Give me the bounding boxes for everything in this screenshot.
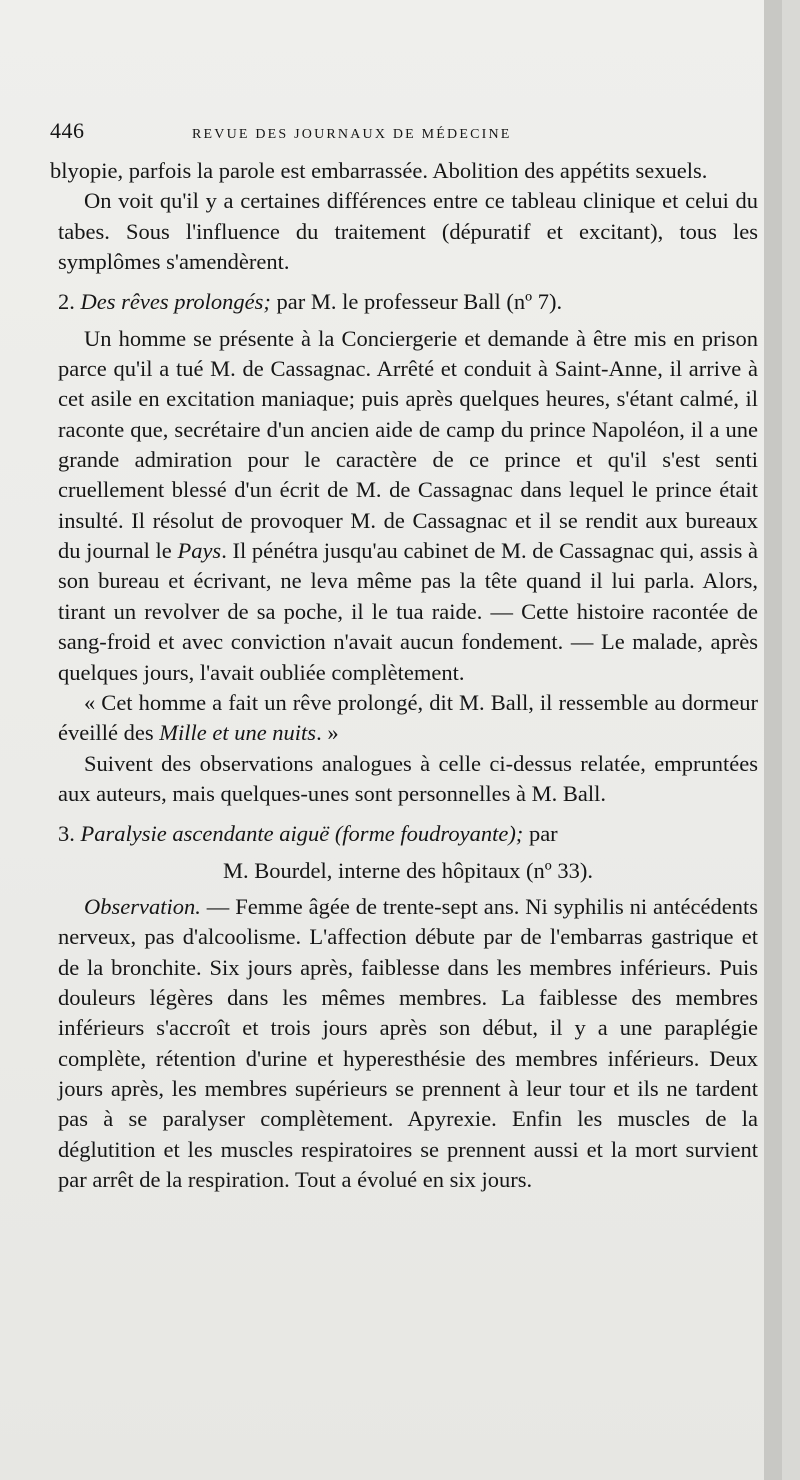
section-2-title: Des rêves prolongés; <box>80 289 271 315</box>
page-number: 446 <box>50 118 85 143</box>
section-3-number: 3. <box>58 821 75 847</box>
paragraph-3-journal-title: Pays <box>177 538 222 564</box>
section-3-byline: M. Bourdel, interne des hôpitaux (nº 33). <box>222 857 594 883</box>
section-3-subtitle: (forme foudroyante); <box>334 821 524 847</box>
paragraph-4-book-title: Mille et une nuits <box>159 720 317 746</box>
page-header <box>50 118 750 148</box>
paragraph-4-text-end: . » <box>316 720 339 746</box>
section-2-number: 2. <box>58 289 75 315</box>
section-2-heading <box>58 287 758 317</box>
paragraph-2: On voit qu'il y a certaines différences entre ce tableau clinique et celui du tabes. Sous l'influence du traitement (dépuratif et excitant), tous les symplômes s'amendèrent. <box>58 188 758 275</box>
section-3-title: Paralysie ascendante aiguë <box>80 821 330 847</box>
section-2-byline: par M. le professeur Ball (nº 7). <box>276 289 563 315</box>
section-3-heading <box>58 819 758 849</box>
paragraph-6 <box>58 892 758 1195</box>
article-text <box>50 156 758 1195</box>
paragraph-3-text-start: Un homme se présente à la Conciergerie et demande à être mis en prison parce qu'il a tué M. de Cassagnac. Arrêté et conduit à Saint-Anne, il arrive à cet asile en excitation maniaque; puis après quelques heures, s'étant calmé, il raconte que, secrétaire d'un ancien aide de camp du prince Napoléon, il a une grande admiration pour le caractère de ce prince et qu'il s'est senti cruellement blessé d'un écrit de M. de Cassagnac dans lequel le prince était insulté. Il résolut de provoquer M. de Cassagnac et il se rendit aux bureaux du journal le <box>58 325 758 564</box>
page-edge <box>764 0 782 1480</box>
paragraph-6-text: — Femme âgée de trente-sept ans. Ni syphilis ni antécédents nerveux, pas d'alcoolisme. L'affection débute par de l'embarras gastrique et de la bronchite. Six jours après, faiblesse dans les membres inférieurs. Puis douleurs légères dans les mêmes membres. La faiblesse des membres inférieurs s'accroît et trois jours après son début, il y a une paraplégie complète, rétention d'urine et hyperesthésie des membres inférieurs. Deux jours après, les membres supérieurs se prennent à leur tour et ils ne tardent pas à se paralyser complètement. Apyrexie. Enfin les muscles de la déglutition et les muscles respiratoires se prennent aussi et la mort survient par arrêt de la respiration. Tout a évolué en six jours. <box>58 893 758 1192</box>
paragraph-4-text-start: « Cet homme a fait un rêve prolongé, dit M. Ball, il ressemble au dormeur éveillé des <box>58 689 758 746</box>
paragraph-3-text-end: . Il pénétra jusqu'au cabinet de M. de Cassagnac qui, assis à son bureau et écrivant, ne leva même pas la tête quand il lui parla. Alors, tirant un revolver de sa poche, il le tua raide. — Cette histoire racontée de sang-froid et avec conviction n'avait aucun fondement. — Le malade, après quelques jours, l'avait oubliée complètement. <box>58 538 758 685</box>
paragraph-3 <box>58 324 758 688</box>
paragraph-4 <box>58 688 758 749</box>
running-title: REVUE DES JOURNAUX DE MÉDECINE <box>192 127 512 142</box>
section-3-by: par <box>528 821 558 847</box>
paragraph-6-label: Observation. <box>84 893 201 919</box>
paragraph-5: Suivent des observations analogues à celle ci-dessus relatée, empruntées aux auteurs, mais quelques-unes sont personnelles à M. Ball. <box>58 750 758 806</box>
paragraph-1: blyopie, parfois la parole est embarrassée. Abolition des appétits sexuels. <box>50 158 708 183</box>
